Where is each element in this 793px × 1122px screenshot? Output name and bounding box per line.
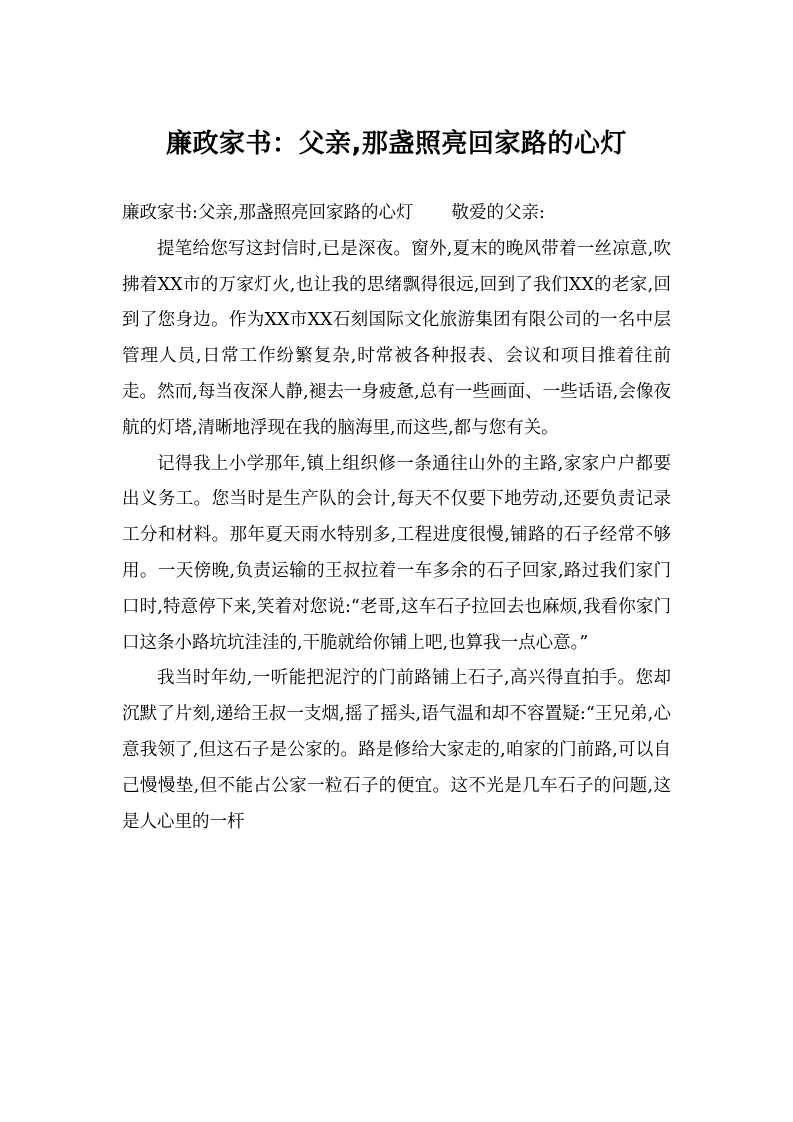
document-title: 廉政家书：父亲,那盏照亮回家路的心灯 bbox=[166, 129, 627, 159]
salutation: 敬爱的父亲: bbox=[451, 203, 545, 223]
paragraph-2: 记得我上小学那年,镇上组织修一条通往山外的主路,家家户户都要出义务工。您当时是生产队的会计,每天不仅要下地劳动,还要负责记录工分和材料。那年夏天雨水特别多,工程进度很慢,铺路的石子经常不够用。一天傍晚,负责运输的王叔拉着一车多余的石子回家,路过我们家门口时,特意停下来,笑着对您说:“老哥,这车石子拉回去也麻烦,我看你家门口这条小路坑坑洼洼的,干脆就给你铺上吧,也算我一点心意。” bbox=[122, 453, 671, 653]
opening-line bbox=[122, 196, 671, 232]
document-body bbox=[122, 196, 671, 840]
document-subtitle: 廉政家书:父亲,那盏照亮回家路的心灯 bbox=[122, 203, 414, 223]
paragraph-3: 我当时年幼,一听能把泥泞的门前路铺上石子,高兴得直拍手。您却沉默了片刻,递给王叔一支烟,摇了摇头,语气温和却不容置疑:“王兄弟,心意我领了,但这石子是公家的。路是修给大家走的,咱家的门前路,可以自己慢慢垫,但不能占公家一粒石子的便宜。这不光是几车石子的问题,这是人心里的一杆 bbox=[122, 668, 671, 832]
paragraph-1: 提笔给您写这封信时,已是深夜。窗外,夏末的晚风带着一丝凉意,吹拂着XX市的万家灯火,也让我的思绪飘得很远,回到了我们XX的老家,回到了您身边。作为XX市XX石刻国际文化旅游集团有限公司的一名中层管理人员,日常工作纷繁复杂,时常被各种报表、会议和项目推着往前走。然而,每当夜深人静,褪去一身疲惫,总有一些画面、一些话语,会像夜航的灯塔,清晰地浮现在我的脑海里,而这些,都与您有关。 bbox=[122, 238, 671, 438]
